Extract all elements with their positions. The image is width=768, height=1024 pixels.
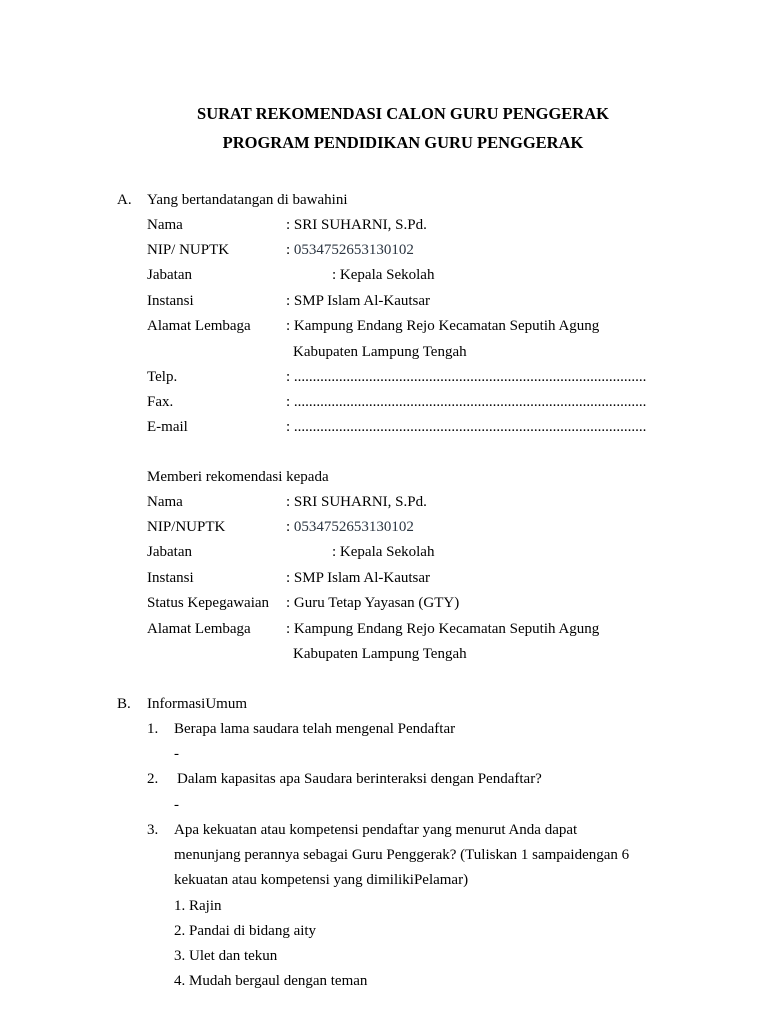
recipient-nip-label: NIP/NUPTK (147, 519, 226, 535)
recipient-nama-value: : SRI SUHARNI, S.Pd. (286, 494, 427, 510)
signer-email-value: : .............................................................................................. (286, 419, 647, 435)
answer-item: 3. Ulet dan tekun (174, 948, 278, 964)
recipient-instansi-label: Instansi (147, 570, 194, 586)
recipient-nip-value (286, 518, 414, 536)
answer-item: 1. Rajin (174, 898, 222, 914)
section-a-heading: Yang bertandatangan di bawahini (147, 192, 348, 208)
signer-nip-label: NIP/ NUPTK (147, 242, 230, 258)
recipient-status-value: : Guru Tetap Yayasan (GTY) (286, 595, 460, 611)
signer-fax-label: Fax. (147, 394, 174, 410)
answer-item: 2. Pandai di bidang aity (174, 923, 317, 939)
signer-jabatan-value: : Kepala Sekolah (332, 267, 435, 283)
recipient-alamat-value-1: : Kampung Endang Rejo Kecamatan Seputih Agung (286, 621, 600, 637)
question-3-text-line-1: Apa kekuatan atau kompetensi pendaftar yang menurut Anda dapat (174, 822, 578, 838)
signer-telp-value: : .............................................................................................. (286, 369, 647, 385)
question-2-number: 2. (147, 771, 159, 787)
signer-alamat-value-2: Kabupaten Lampung Tengah (293, 344, 467, 360)
question-3-number: 3. (147, 822, 159, 838)
section-a-marker: A. (117, 192, 132, 208)
recommend-heading: Memberi rekomendasi kepada (147, 469, 329, 485)
signer-nip-value (286, 241, 414, 259)
document-subtitle: PROGRAM PENDIDIKAN GURU PENGGERAK (222, 133, 584, 152)
recipient-instansi-value: : SMP Islam Al-Kautsar (286, 570, 431, 586)
document-title: SURAT REKOMENDASI CALON GURU PENGGERAK (197, 104, 609, 123)
signer-instansi-label: Instansi (147, 293, 194, 309)
recipient-status-label: Status Kepegawaian (147, 595, 270, 611)
recipient-jabatan-value: : Kepala Sekolah (332, 544, 435, 560)
question-2-text: Dalam kapasitas apa Saudara berinteraksi dengan Pendaftar? (177, 771, 542, 787)
signer-instansi-value: : SMP Islam Al-Kautsar (286, 293, 431, 309)
signer-telp-label: Telp. (147, 369, 178, 385)
question-1-text: Berapa lama saudara telah mengenal Pendaftar (174, 721, 456, 737)
recipient-nama-label: Nama (147, 494, 183, 510)
answer-item: 4. Mudah bergaul dengan teman (174, 973, 368, 989)
signer-alamat-value-1: : Kampung Endang Rejo Kecamatan Seputih Agung (286, 318, 600, 334)
signer-nip-colon: : (286, 242, 294, 258)
question-1-answer: - (174, 746, 179, 762)
recipient-alamat-value-2: Kabupaten Lampung Tengah (293, 646, 467, 662)
section-b-heading: InformasiUmum (147, 696, 247, 712)
recipient-alamat-label: Alamat Lembaga (147, 621, 251, 637)
section-b-marker: B. (117, 696, 131, 712)
question-3-text-line-3: kekuatan atau kompetensi yang dimilikiPelamar) (174, 872, 469, 888)
recipient-nip-colon: : (286, 519, 294, 535)
signer-nama-label: Nama (147, 217, 183, 233)
signer-nama-value: : SRI SUHARNI, S.Pd. (286, 217, 427, 233)
signer-alamat-label: Alamat Lembaga (147, 318, 251, 334)
question-3-text-line-2: menunjang perannya sebagai Guru Penggerak? (Tuliskan 1 sampaidengan 6 (174, 847, 630, 863)
signer-jabatan-label: Jabatan (147, 267, 192, 283)
signer-fax-value: : .............................................................................................. (286, 394, 647, 410)
signer-nip-number: 0534752653130102 (293, 242, 414, 258)
recipient-jabatan-label: Jabatan (147, 544, 192, 560)
recipient-nip-number: 0534752653130102 (293, 519, 414, 535)
question-1-number: 1. (147, 721, 159, 737)
signer-email-label: E-mail (147, 419, 188, 435)
question-2-answer: - (174, 797, 179, 813)
